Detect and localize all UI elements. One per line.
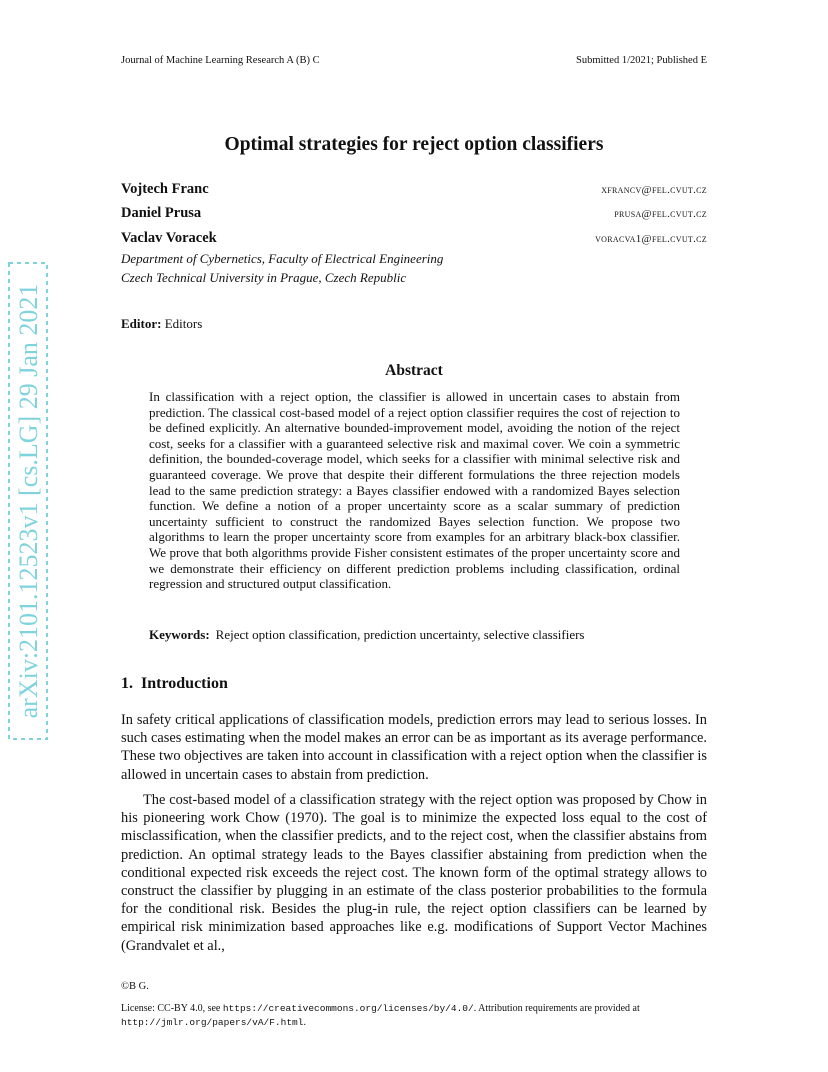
- editor-label: Editor:: [121, 316, 162, 331]
- body-paragraph: The cost-based model of a classification strategy with the reject option was proposed by Chow in his pioneering work Chow (1970). The goal is to minimize the expected loss equal to the cost of misclassification, when the classifier predicts, and to the reject cost, when the classifier abstains from prediction. An optimal strategy leads to the Bayes classifier abstaining from prediction when the conditional expected risk exceeds the reject cost. The known form of the optimal strategy allows to construct the classifier by plugging in an estimate of the class posterior probabilities to the formula for the conditional risk. Besides the plug-in rule, the reject option classifiers can be learned by empirical risk minimization based approaches like e.g. modifications of Support Vector Machines (Grandvalet et al.,: [121, 792, 707, 954]
- keywords-value: Reject option classification, prediction uncertainty, selective classifiers: [215, 627, 585, 642]
- author-email: voracva1@fel.cvut.cz: [595, 233, 707, 245]
- attribution-link[interactable]: http://jmlr.org/papers/vA/F.html: [121, 1017, 304, 1028]
- license-prefix: License: CC-BY 4.0, see: [121, 1003, 223, 1014]
- abstract-heading: Abstract: [385, 362, 443, 379]
- arxiv-identifier: arXiv:2101.12523v1 [cs.LG] 29 Jan 2021: [14, 283, 43, 719]
- author-email: xfrancv@fel.cvut.cz: [601, 184, 707, 196]
- editor-line: [121, 316, 202, 332]
- submission-dates: Submitted 1/2021; Published E: [576, 55, 707, 66]
- affiliation-university: Czech Technical University in Prague, Czech Republic: [121, 270, 407, 285]
- license-mid: . Attribution requirements are provided at: [473, 1003, 640, 1014]
- keywords-label: Keywords:: [149, 627, 210, 642]
- paper-title: Optimal strategies for reject option classifiers: [224, 134, 604, 155]
- section-number: 1.: [121, 675, 133, 692]
- affiliation-department: Department of Cybernetics, Faculty of Electrical Engineering: [121, 251, 444, 266]
- arxiv-stamp: [8, 262, 48, 740]
- author-name: Vojtech Franc: [121, 181, 209, 197]
- license-suffix: .: [303, 1017, 306, 1028]
- section-title: Introduction: [141, 675, 228, 692]
- author-email: prusa@fel.cvut.cz: [614, 208, 707, 220]
- license-link[interactable]: https://creativecommons.org/licenses/by/4.0/: [222, 1003, 474, 1014]
- body-paragraph: In safety critical applications of classification models, prediction errors may lead to serious losses. In such cases estimating when the model makes an error can be as important as its average performance. These two objectives are taken into account in classification with a reject option when the classifier is allowed in uncertain cases to abstain from prediction.: [121, 712, 707, 783]
- section-heading: [121, 675, 228, 693]
- journal-header: Journal of Machine Learning Research A (B) C: [121, 55, 320, 66]
- author-name: Vaclav Voracek: [121, 230, 217, 246]
- copyright-notice: ©B G.: [121, 981, 149, 992]
- license-notice: [121, 1002, 711, 1030]
- keywords-line: [149, 627, 689, 643]
- abstract-text: In classification with a reject option, the classifier is allowed in uncertain cases to abstain from prediction. The classical cost-based model of a reject option classifier requires the cost of rejection to be defined explicitly. An alternative bounded-improvement model, avoiding the notion of the reject cost, seeks for a classifier with a guaranteed selective risk and maximal cover. We coin a symmetric definition, the bounded-coverage model, which seeks for a classifier with minimal selective risk and guaranteed coverage. We prove that despite their different formulations the three rejection models lead to the same prediction strategy: a Bayes classifier endowed with a randomized Bayes selection function. We define a notion of a proper uncertainty score as a scalar summary of prediction uncertainty sufficient to construct the randomized Bayes selection function. We propose two algorithms to learn the proper uncertainty score from examples for an arbitrary black-box classifier. We prove that both algorithms provide Fisher consistent estimates of the proper uncertainty score and we demonstrate their efficiency on different prediction problems including classification, ordinal regression and structured output classification.: [149, 389, 680, 592]
- editor-value: Editors: [164, 316, 203, 331]
- author-name: Daniel Prusa: [121, 205, 202, 221]
